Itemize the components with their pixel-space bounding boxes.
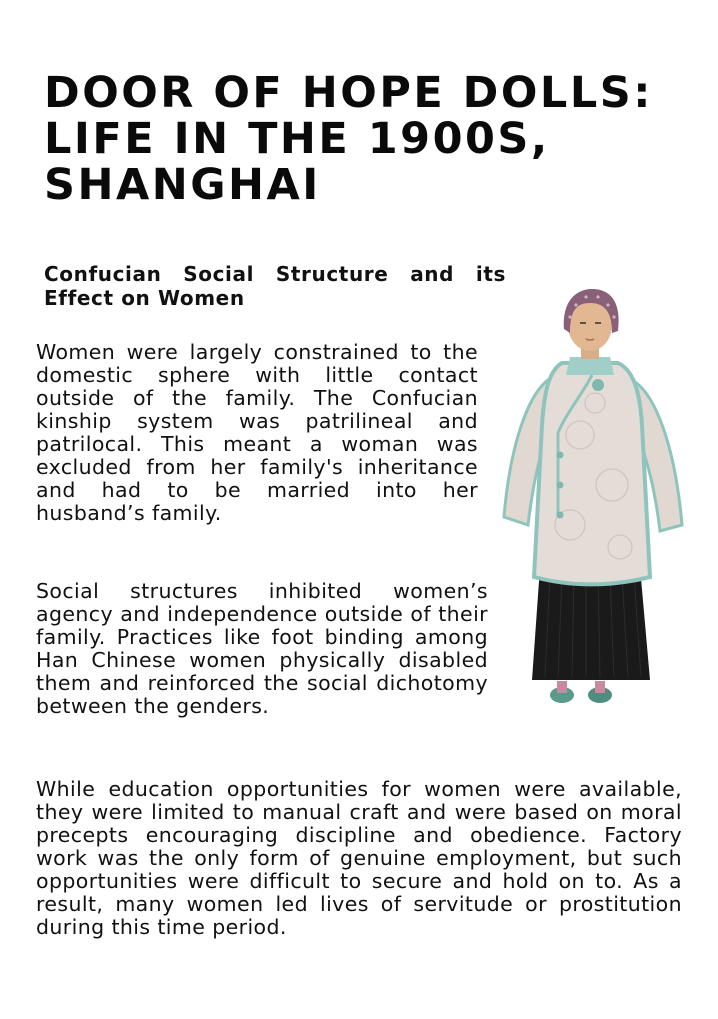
title-line-3: SHANGHAI xyxy=(44,160,321,210)
document-title xyxy=(44,70,694,208)
paragraph-1: Women were largely constrained to the domestic sphere with little contact outside of the family. The Confucian kinship system was patrilineal and patrilocal. This meant a woman was excluded from her family's inheritance and had to be married into her husband’s family. xyxy=(36,340,478,525)
title-line-1: DOOR OF HOPE DOLLS: xyxy=(44,68,653,118)
section-subtitle: Confucian Social Structure and its Effect on Women xyxy=(44,262,506,310)
title-line-2: LIFE IN THE 1900S, xyxy=(44,114,550,164)
paragraph-2: Social structures inhibited women’s agency and independence outside of their family. Practices like foot binding among Han Chinese women physically disabled them and reinforced the social dichotomy between the genders. xyxy=(36,579,488,718)
paragraph-3: While education opportunities for women were available, they were limited to manual craft and were based on moral precepts encouraging discipline and obedience. Factory work was the only form of genuine employment, but such opportunities were difficult to secure and hold on to. As a result, many women led lives of servitude or prostitution during this time period. xyxy=(36,777,682,939)
doll-photo xyxy=(500,285,690,710)
doll-collar xyxy=(566,357,614,375)
doll-jacket xyxy=(534,363,650,585)
